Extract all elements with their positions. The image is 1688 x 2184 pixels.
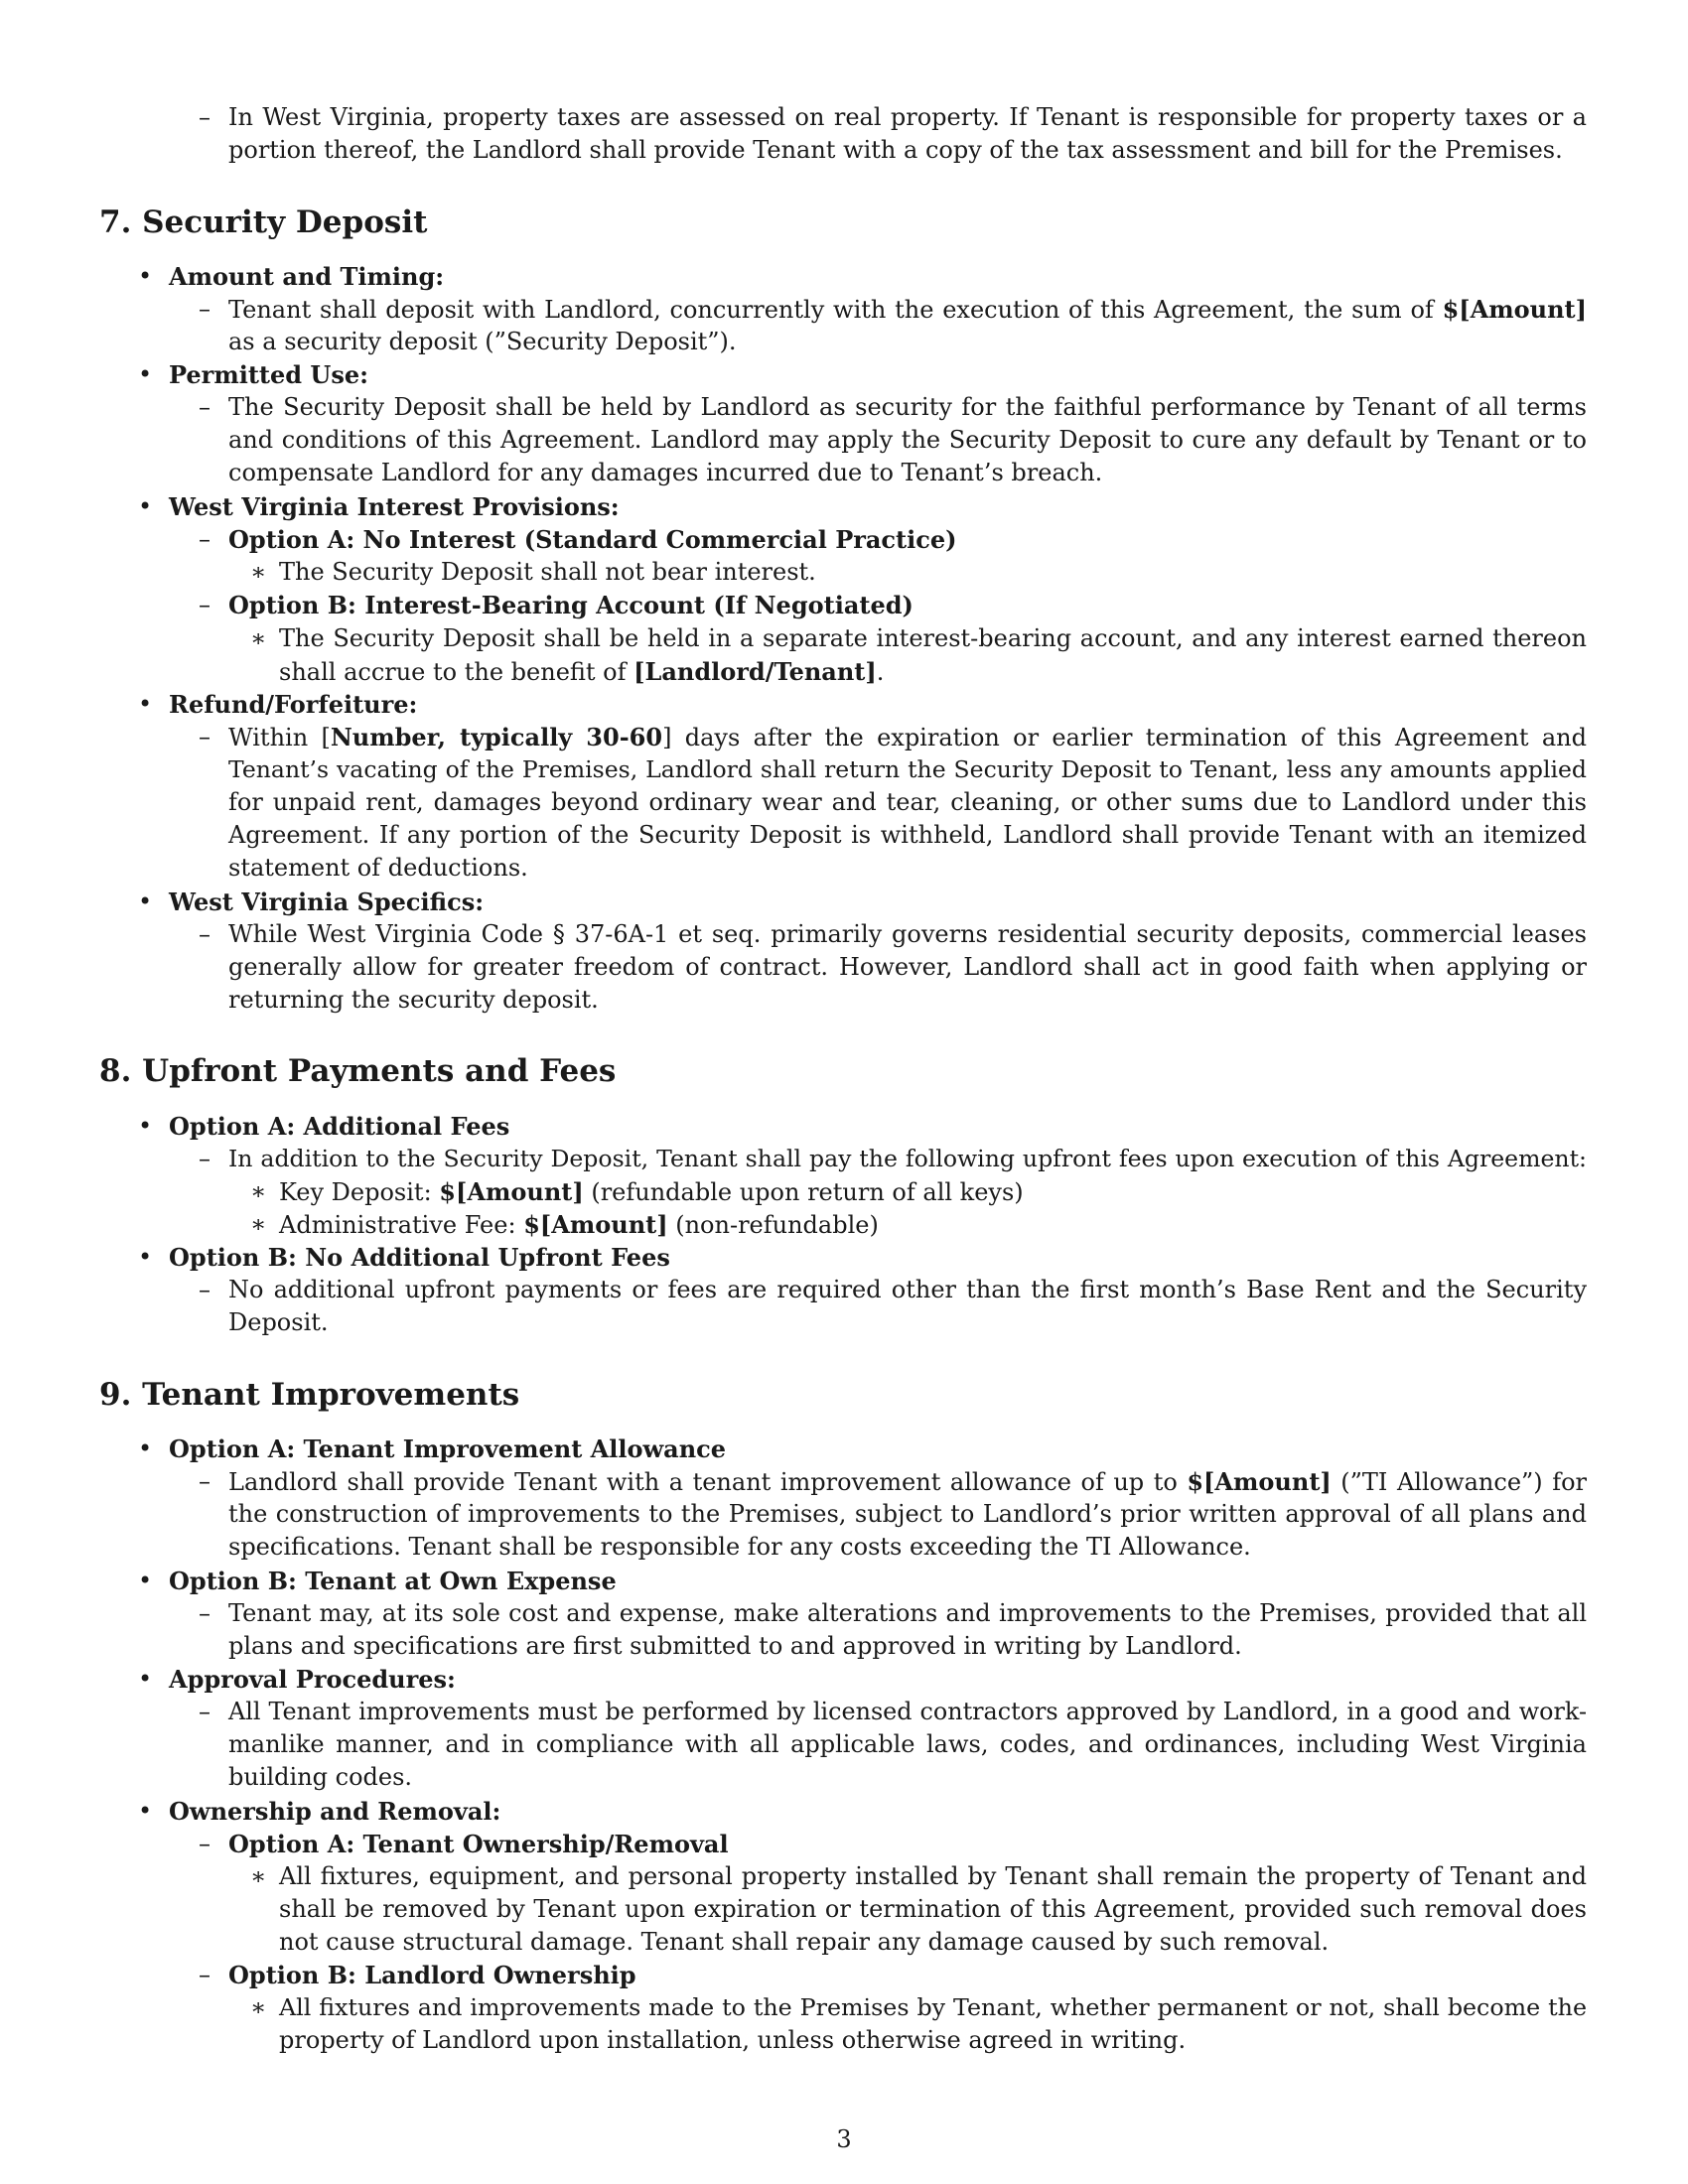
key-deposit-note: (refundable upon return of all keys): [583, 1178, 1024, 1206]
ti-allowance-text: (”TI Allowance”) for: [1331, 1468, 1588, 1496]
s8-admin-fee: [279, 1208, 879, 1242]
asterisk-marker: ∗: [250, 1177, 267, 1205]
asterisk-marker: ∗: [250, 1993, 267, 2021]
s7-refund-line-3: for unpaid rent, damages beyond ordinary wear and tear, cleaning, or other sums due to Landlord under this: [228, 788, 1587, 816]
s7-option-b-line-2: [279, 655, 884, 689]
amount-placeholder: $[Amount]: [1187, 1467, 1332, 1496]
dash-marker: –: [199, 1599, 211, 1627]
s8-key-deposit: [279, 1175, 1024, 1209]
s7-permitted-label: Permitted Use:: [169, 360, 368, 389]
s9-option-a-line-2: the construction of improvements to the Premises, subject to Landlord’s prior written approval of all plans and: [228, 1500, 1587, 1528]
dash-marker: –: [199, 1698, 211, 1725]
bullet-marker: •: [138, 1243, 153, 1271]
s7-wv-line-2: generally allow for greater freedom of contract. However, Landlord shall act in good faith when applying or: [228, 953, 1587, 981]
s9-option-a-text: Landlord shall provide Tenant with a tenant improvement allowance of up to: [228, 1468, 1188, 1496]
dash-marker: –: [199, 295, 211, 323]
intro-line-1: In West Virginia, property taxes are assessed on real property. If Tenant is responsible for property taxes or a: [228, 103, 1587, 131]
s9-approval-line-1: All Tenant improvements must be performed by licensed contractors approved by Landlord, in a good and work-: [228, 1698, 1587, 1725]
dash-marker: –: [199, 393, 211, 421]
s9-ownership-a-line-1: All fixtures, equipment, and personal property installed by Tenant shall remain the property of Tenant and: [279, 1862, 1587, 1890]
s7-amount-line-1: [228, 293, 1587, 327]
s9-ownership-a-line-2: shall be removed by Tenant upon expiration or termination of this Agreement, provided such removal does: [279, 1895, 1587, 1923]
s9-approval-line-2: manlike manner, and in compliance with all applicable laws, codes, and ordinances, including West Virginia: [228, 1730, 1587, 1758]
party-placeholder: [Landlord/Tenant]: [633, 657, 877, 686]
s8-option-b-line-1: No additional upfront payments or fees are required other than the first month’s Base Rent and the Security: [228, 1276, 1587, 1303]
asterisk-marker: ∗: [250, 1210, 267, 1238]
s7-permitted-line-2: and conditions of this Agreement. Landlord may apply the Security Deposit to cure any default by Tenant or to: [228, 426, 1587, 454]
dash-marker: –: [199, 1830, 211, 1857]
s9-ownership-b-line-1: All fixtures and improvements made to the Premises by Tenant, whether permanent or not, shall become the: [279, 1993, 1587, 2021]
dash-marker: –: [199, 103, 211, 131]
admin-fee-note: (non-refundable): [667, 1211, 879, 1239]
bullet-marker: •: [138, 1434, 153, 1462]
dash-marker: –: [199, 1145, 211, 1172]
s7-refund-line-2: Tenant’s vacating of the Premises, Landlord shall return the Security Deposit to Tenant, less any amounts applied: [228, 755, 1587, 783]
admin-fee-label: Administrative Fee:: [279, 1211, 524, 1239]
s7-wv-line-1: While West Virginia Code § 37-6A-1 et seq. primarily governs residential security deposits, commercial leases: [228, 920, 1587, 948]
dash-marker: –: [199, 1467, 211, 1495]
bullet-marker: •: [138, 492, 153, 520]
bullet-marker: •: [138, 1567, 153, 1594]
s7-permitted-line-1: The Security Deposit shall be held by Landlord as security for the faithful performance by Tenant of all terms: [228, 393, 1587, 421]
s7-refund-line-5: statement of deductions.: [228, 854, 528, 882]
dash-marker: –: [199, 1276, 211, 1303]
bullet-marker: •: [138, 1112, 153, 1140]
s8-option-b-label: Option B: No Additional Upfront Fees: [169, 1243, 670, 1272]
s7-wv-line-3: returning the security deposit.: [228, 986, 599, 1014]
s7-refund-text-c: ] days after the expiration or earlier termination of this Agreement and: [662, 724, 1587, 751]
dash-marker: –: [199, 920, 211, 948]
amount-placeholder: $[Amount]: [439, 1177, 584, 1206]
bullet-marker: •: [138, 1665, 153, 1693]
s9-approval-line-3: building codes.: [228, 1763, 413, 1791]
s9-ownership-option-b-label: Option B: Landlord Ownership: [228, 1961, 636, 1989]
s7-refund-line-4: Agreement. If any portion of the Security Deposit is withheld, Landlord shall provide Tenant with an itemized: [228, 821, 1587, 849]
amount-placeholder: $[Amount]: [1442, 295, 1587, 324]
s8-option-a-line-1: In addition to the Security Deposit, Tenant shall pay the following upfront fees upon execution of this Agreement:: [228, 1145, 1587, 1172]
s9-ownership-a-line-3: not cause structural damage. Tenant shall repair any damage caused by such removal.: [279, 1928, 1330, 1956]
s8-option-b-line-2: Deposit.: [228, 1308, 329, 1336]
section-9-heading: 9. Tenant Improvements: [99, 1377, 520, 1413]
intro-line-2: portion thereof, the Landlord shall provide Tenant with a copy of the tax assessment and bill for the Premises.: [228, 136, 1563, 164]
bullet-marker: •: [138, 360, 153, 388]
bullet-marker: •: [138, 887, 153, 915]
s7-wv-label: West Virginia Specifics:: [169, 887, 485, 916]
asterisk-marker: ∗: [250, 624, 267, 652]
s9-ownership-b-line-2: property of Landlord upon installation, unless otherwise agreed in writing.: [279, 2026, 1187, 2054]
section-7-heading: 7. Security Deposit: [99, 205, 428, 240]
s7-refund-text-a: Within [: [228, 724, 331, 751]
asterisk-marker: ∗: [250, 1862, 267, 1890]
period: .: [876, 658, 885, 686]
s9-option-a-line-3: specifications. Tenant shall be responsible for any costs exceeding the TI Allowance.: [228, 1533, 1251, 1561]
s8-option-a-label: Option A: Additional Fees: [169, 1112, 510, 1141]
dash-marker: –: [199, 1961, 211, 1988]
s7-refund-line-1: [228, 721, 1587, 754]
s7-option-a-label: Option A: No Interest (Standard Commercial Practice): [228, 525, 957, 554]
days-placeholder: Number, typically 30-60: [330, 723, 663, 751]
s9-option-b-line-2: plans and specifications are first submitted to and approved in writing by Landlord.: [228, 1632, 1242, 1660]
s9-ownership-option-a-label: Option A: Tenant Ownership/Removal: [228, 1830, 729, 1858]
s9-approval-label: Approval Procedures:: [169, 1665, 456, 1694]
s7-option-a-text: The Security Deposit shall not bear interest.: [279, 558, 816, 586]
s7-amount-label: Amount and Timing:: [169, 262, 445, 291]
dash-marker: –: [199, 525, 211, 553]
s9-option-a-line-1: [228, 1465, 1587, 1499]
dash-marker: –: [199, 723, 211, 751]
s7-interest-label: West Virginia Interest Provisions:: [169, 492, 620, 521]
bullet-marker: •: [138, 690, 153, 718]
dash-marker: –: [199, 591, 211, 618]
section-8-heading: 8. Upfront Payments and Fees: [99, 1053, 617, 1089]
asterisk-marker: ∗: [250, 558, 267, 586]
s7-permitted-line-3: compensate Landlord for any damages incurred due to Tenant’s breach.: [228, 459, 1103, 486]
s9-option-b-label: Option B: Tenant at Own Expense: [169, 1567, 617, 1595]
s7-refund-label: Refund/Forfeiture:: [169, 690, 418, 719]
s9-option-a-label: Option A: Tenant Improvement Allowance: [169, 1434, 727, 1463]
bullet-marker: •: [138, 1797, 153, 1825]
bullet-marker: •: [138, 262, 153, 290]
amount-placeholder: $[Amount]: [523, 1210, 668, 1239]
page-number: 3: [836, 2125, 852, 2153]
s9-ownership-label: Ownership and Removal:: [169, 1797, 501, 1826]
s7-option-b-text: shall accrue to the benefit of: [279, 658, 634, 686]
s7-amount-text: Tenant shall deposit with Landlord, concurrently with the execution of this Agreement, the sum of: [228, 296, 1443, 324]
s7-option-b-line-1: The Security Deposit shall be held in a separate interest-bearing account, and any interest earned thereon: [279, 624, 1587, 652]
key-deposit-label: Key Deposit:: [279, 1178, 440, 1206]
s9-option-b-line-1: Tenant may, at its sole cost and expense, make alterations and improvements to the Premises, provided that all: [228, 1599, 1587, 1627]
s7-option-b-label: Option B: Interest-Bearing Account (If Negotiated): [228, 591, 914, 619]
s7-amount-line-2: as a security deposit (”Security Deposit”).: [228, 328, 737, 355]
